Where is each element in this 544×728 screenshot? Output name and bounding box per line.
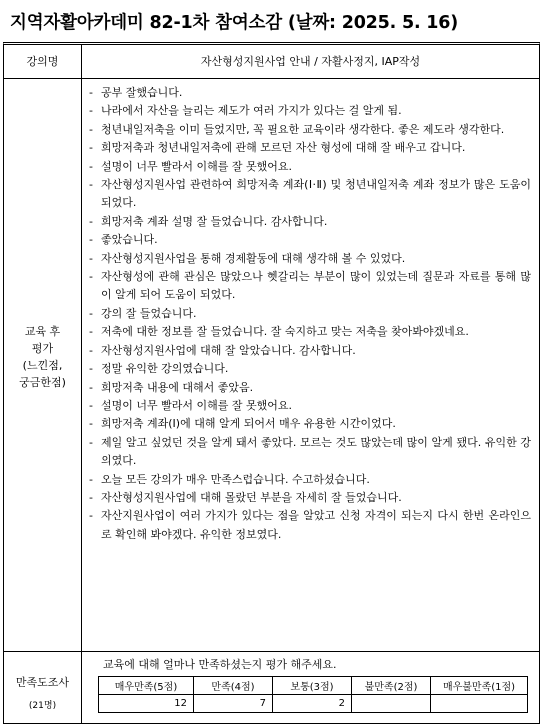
comment-item: [88, 268, 531, 305]
bullet-dash: -: [89, 472, 93, 486]
comment-text: 설명이 너무 빨라서 이해를 잘 못했어요.: [101, 398, 292, 412]
survey-label: 만족도조사: [15, 676, 70, 689]
comment-text: 희망저축 내용에 대해서 좋았음.: [101, 380, 254, 394]
comment-text: 자산형성지원사업에 대해 몰랐던 부분을 자세히 잘 들었습니다.: [101, 490, 402, 504]
comment-item: [88, 434, 531, 471]
lecture-label: 강의명: [26, 55, 59, 68]
survey-value-cell: [352, 695, 431, 713]
survey-value-cell: [431, 695, 528, 713]
bullet-dash: -: [89, 509, 93, 523]
page-title: 지역자활아카데미 82-1차 참여소감 (날짜: 2025. 5. 16): [10, 13, 459, 33]
comment-item: [88, 379, 531, 397]
lecture-row: [4, 45, 539, 79]
bullet-dash: -: [89, 251, 93, 265]
column-divider: [81, 45, 82, 723]
survey-count: (21명): [28, 701, 57, 711]
comment-text: 자산형성에 관해 관심은 많았으나 헷갈리는 부분이 많이 있었는데 질문과 자료를 통해 많이 알게 되어 도움이 되었다.: [101, 270, 531, 302]
comment-text: 나라에서 자산을 늘리는 제도가 여러 가지가 있다는 걸 알게 됨.: [101, 104, 402, 118]
evaluation-label-line: (느낀점,: [22, 359, 63, 372]
comment-text: 오늘 모든 강의가 매우 만족스럽습니다. 수고하셨습니다.: [101, 472, 370, 486]
comment-text: 공부 잘했습니다.: [101, 86, 183, 99]
survey-table: [98, 676, 528, 713]
comment-item: [88, 471, 531, 489]
comment-item: [88, 213, 531, 231]
comment-item: [88, 360, 531, 378]
survey-header-cell: 불만족(2점): [352, 677, 431, 695]
survey-row: [4, 651, 539, 726]
comment-item: [88, 158, 531, 176]
comment-item: [88, 139, 531, 157]
bullet-dash: -: [89, 214, 93, 228]
comment-text: 자산형성지원사업 관련하여 희망저축 계좌(Ⅰ·Ⅱ) 및 청년내일저축 계좌 정보가 많은 도움이 되었다.: [101, 178, 531, 210]
bullet-dash: -: [89, 417, 93, 431]
comment-text: 희망저축 계좌(I)에 대해 알게 되어서 매우 유용한 시간이었다.: [101, 417, 396, 431]
comment-text: 희망저축 계좌 설명 잘 들었습니다. 감사합니다.: [101, 214, 328, 228]
comment-text: 제일 알고 싶었던 것을 알게 돼서 좋았다. 모르는 것도 많았는데 많이 알게 됐다. 유익한 강의였다.: [101, 435, 531, 468]
comment-text: 자산형성지원사업을 통해 경제활동에 대해 생각해 볼 수 있었다.: [101, 251, 406, 265]
comment-item: [88, 415, 531, 433]
comment-item: [88, 323, 531, 341]
bullet-dash: -: [89, 343, 93, 357]
comment-text: 자산형성지원사업에 대해 잘 알았습니다. 감사합니다.: [101, 343, 356, 357]
survey-value-cell: 2: [273, 695, 352, 713]
bullet-dash: -: [89, 86, 93, 99]
lecture-title: 자산형성지원사업 안내 / 자활사정지, IAP작성: [200, 55, 421, 68]
comment-text: 정말 유익한 강의였습니다.: [101, 362, 229, 376]
survey-question: 교육에 대해 얼마나 만족하셨는지 평가 해주세요.: [103, 658, 337, 671]
comment-item: [88, 231, 531, 249]
bullet-dash: -: [89, 233, 93, 247]
survey-header-cell: 매우만족(5점): [99, 677, 194, 695]
bullet-dash: -: [89, 122, 93, 136]
survey-value-row: [99, 695, 528, 713]
survey-header-cell: 만족(4점): [194, 677, 273, 695]
feedback-table: [3, 42, 540, 724]
survey-value-cell: 12: [99, 695, 194, 713]
comment-item: [88, 342, 531, 360]
comment-item: [88, 305, 531, 323]
comment-item: [88, 121, 531, 139]
comment-text: 강의 잘 들었습니다.: [101, 306, 197, 320]
survey-header-cell: 보통(3점): [273, 677, 352, 695]
comment-item: [88, 176, 531, 213]
comment-item: [88, 397, 531, 415]
survey-header-row: [99, 677, 528, 695]
bullet-dash: -: [89, 490, 93, 504]
comment-text: 자산지원사업이 여러 가지가 있다는 점을 알았고 신청 자격이 되는지 다시 한번 온라인으로 확인해 봐야겠다. 유익한 정보였다.: [101, 509, 531, 541]
bullet-dash: -: [89, 159, 93, 173]
evaluation-label-line: 교육 후: [24, 325, 61, 338]
evaluation-label-line: 평가: [31, 342, 54, 355]
evaluation-label: [4, 323, 81, 391]
bullet-dash: -: [89, 270, 93, 284]
comment-text: 청년내일저축을 이미 들었지만, 꼭 필요한 교육이라 생각한다. 좋은 제도라 생각한다.: [101, 122, 505, 136]
comment-text: 설명이 너무 빨라서 이해를 잘 못했어요.: [101, 159, 292, 173]
bullet-dash: -: [89, 435, 93, 449]
bullet-dash: -: [89, 178, 93, 192]
comment-item: [88, 102, 531, 120]
bullet-dash: -: [89, 380, 93, 394]
survey-header-cell: 매우불만족(1점): [431, 677, 528, 695]
survey-value-cell: 7: [194, 695, 273, 713]
bullet-dash: -: [89, 398, 93, 412]
bullet-dash: -: [89, 104, 93, 118]
evaluation-label-line: 궁금한점): [19, 376, 66, 389]
comment-text: 희망저축과 청년내일저축에 관해 모르던 자산 형성에 대해 잘 배우고 갑니다.: [101, 141, 466, 155]
comment-text: 좋았습니다.: [101, 233, 158, 247]
bullet-dash: -: [89, 325, 93, 339]
bullet-dash: -: [89, 141, 93, 155]
comment-item: [88, 507, 531, 544]
comment-text: 저축에 대한 정보를 잘 들었습니다. 잘 숙지하고 맞는 저축을 찾아봐야겠네요.: [101, 325, 469, 339]
comment-item: [88, 84, 531, 102]
comment-item: [88, 489, 531, 507]
comment-list: [88, 84, 531, 544]
bullet-dash: -: [89, 362, 93, 376]
bullet-dash: -: [89, 306, 93, 320]
comment-item: [88, 250, 531, 268]
